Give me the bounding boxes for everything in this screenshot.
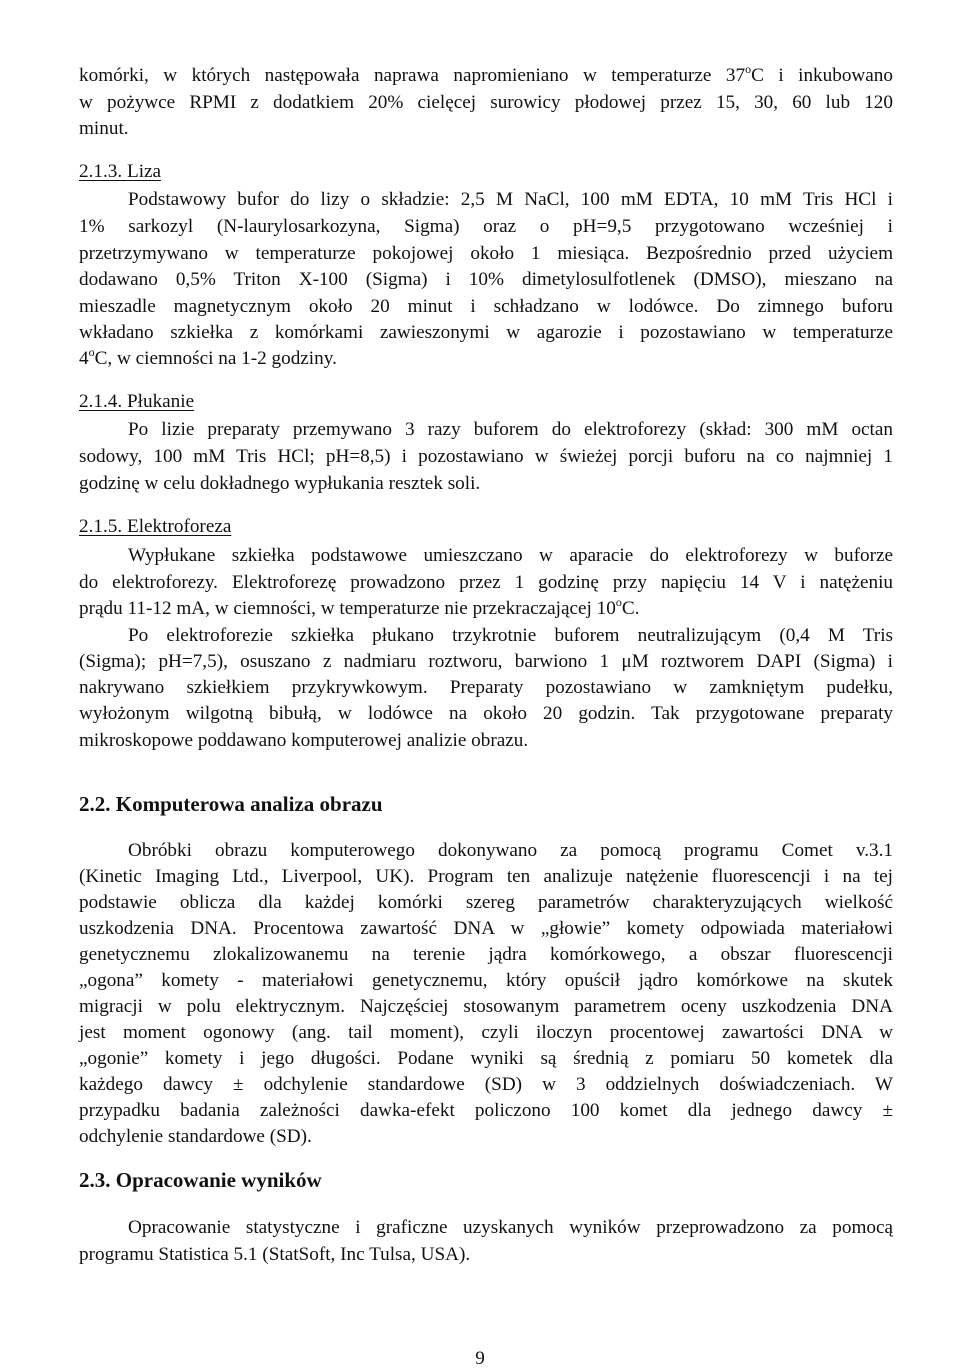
liza-line-2: 1% sarkozyl (N-laurylosarkozyna, Sigma) oraz o pH=9,5 przygotowano wcześniej i xyxy=(79,216,893,237)
liza-line-3: przetrzymywano w temperaturze pokojowej około 1 miesiąca. Bezpośrednio przed użyciem xyxy=(79,243,893,264)
section-heading-2-1-4: 2.1.4. Płukanie xyxy=(79,391,195,412)
elektroforeza-line-7: wyłożonym wilgotną bibułą, w lodówce na około 20 godzin. Tak przygotowane preparaty xyxy=(79,703,893,724)
section-heading-2-1-3: 2.1.3. Liza xyxy=(79,161,162,182)
section-heading-2-2: 2.2. Komputerowa analiza obrazu xyxy=(79,792,383,816)
analiza-line-11: przypadku badania zależności dawka-efekt policzono 100 komet dla jednego dawcy ± xyxy=(79,1100,893,1121)
analiza-line-12: odchylenie standardowe (SD). xyxy=(79,1126,312,1147)
plukanie-line-1: Po lizie preparaty przemywano 3 razy buforem do elektroforezy (skład: 300 mM octan xyxy=(128,419,893,440)
elektroforeza-line-8: mikroskopowe poddawano komputerowej analizie obrazu. xyxy=(79,730,529,751)
elektroforeza-line-3: prądu 11-12 mA, w ciemności, w temperaturze nie przekraczającej 10$^o$C. xyxy=(79,595,640,619)
analiza-line-10: każdego dawcy ± odchylenie standardowe (SD) w 3 oddzielnych doświadczeniach. W xyxy=(79,1074,893,1095)
liza-line-6: wkładano szkiełka z komórkami zawieszonymi w agarozie i pozostawiano w temperaturze xyxy=(79,322,893,343)
section-heading-2-3: 2.3. Opracowanie wyników xyxy=(79,1168,322,1192)
analiza-line-8: jest moment ogonowy (ang. tail moment), czyli iloczyn procentowej zawartości DNA w xyxy=(79,1022,893,1043)
analiza-line-9: „ogonie” komety i jego długości. Podane wyniki są średnią z pomiaru 50 kometek dla xyxy=(79,1048,893,1069)
page-number: 9 xyxy=(475,1348,485,1369)
analiza-line-3: podstawie oblicza dla każdej komórki szereg parametrów charakteryzujących wielkość xyxy=(79,892,893,913)
analiza-line-7: migracji w polu elektrycznym. Najczęściej stosowanym parametrem oceny uszkodzenia DNA xyxy=(79,996,893,1017)
intro-line-1: komórki, w których następowała naprawa napromieniano w temperaturze 37$^o$C i inkubowano xyxy=(79,62,893,86)
opracowanie-line-2: programu Statistica 5.1 (StatSoft, Inc Tulsa, USA). xyxy=(79,1244,471,1265)
liza-line-7: 4$^o$C, w ciemności na 1-2 godziny. xyxy=(79,345,337,369)
section-heading-2-1-5: 2.1.5. Elektroforeza xyxy=(79,516,232,537)
liza-line-4: dodawano 0,5% Triton X-100 (Sigma) i 10% dimetylosulfotlenek (DMSO), mieszano na xyxy=(79,269,893,290)
liza-line-1: Podstawowy bufor do lizy o składzie: 2,5 M NaCl, 100 mM EDTA, 10 mM Tris HCl i xyxy=(128,189,893,210)
elektroforeza-line-6: nakrywano szkiełkiem przykrywkowym. Preparaty pozostawiano w zamkniętym pudełku, xyxy=(79,677,893,698)
analiza-line-6: „ogona” komety - materiałowi genetycznemu, który opuścił jądro komórkowe na skutek xyxy=(79,970,893,991)
plukanie-line-3: godzinę w celu dokładnego wypłukania resztek soli. xyxy=(79,473,481,494)
analiza-line-1: Obróbki obrazu komputerowego dokonywano za pomocą programu Comet v.3.1 xyxy=(128,840,893,861)
liza-line-5: mieszadle magnetycznym około 20 minut i schładzano w lodówce. Do zimnego buforu xyxy=(79,296,893,317)
analiza-line-2: (Kinetic Imaging Ltd., Liverpool, UK). Program ten analizuje natężenie fluorescencji i na tej xyxy=(79,866,893,887)
elektroforeza-line-4: Po elektroforezie szkiełka płukano trzykrotnie buforem neutralizującym (0,4 M Tris xyxy=(128,625,893,646)
intro-line-3: minut. xyxy=(79,118,129,139)
analiza-line-5: genetycznemu zlokalizowanemu na terenie jądra komórkowego, a obszar fluorescencji xyxy=(79,944,893,965)
plukanie-line-2: sodowy, 100 mM Tris HCl; pH=8,5) i pozostawiano w świeżej porcji buforu na co najmniej 1 xyxy=(79,446,893,467)
elektroforeza-line-2: do elektroforezy. Elektroforezę prowadzono przez 1 godzinę przy napięciu 14 V i natężeniu xyxy=(79,572,893,593)
analiza-line-4: uszkodzenia DNA. Procentowa zawartość DNA w „głowie” komety odpowiada materiałowi xyxy=(79,918,893,939)
opracowanie-line-1: Opracowanie statystyczne i graficzne uzyskanych wyników przeprowadzono za pomocą xyxy=(128,1217,893,1238)
intro-line-2: w pożywce RPMI z dodatkiem 20% cielęcej surowicy płodowej przez 15, 30, 60 lub 120 xyxy=(79,92,893,113)
elektroforeza-line-5: (Sigma); pH=7,5), osuszano z nadmiaru roztworu, barwiono 1 μM roztworem DAPI (Sigma) i xyxy=(79,651,893,672)
elektroforeza-line-1: Wypłukane szkiełka podstawowe umieszczano w aparacie do elektroforezy w buforze xyxy=(128,545,893,566)
